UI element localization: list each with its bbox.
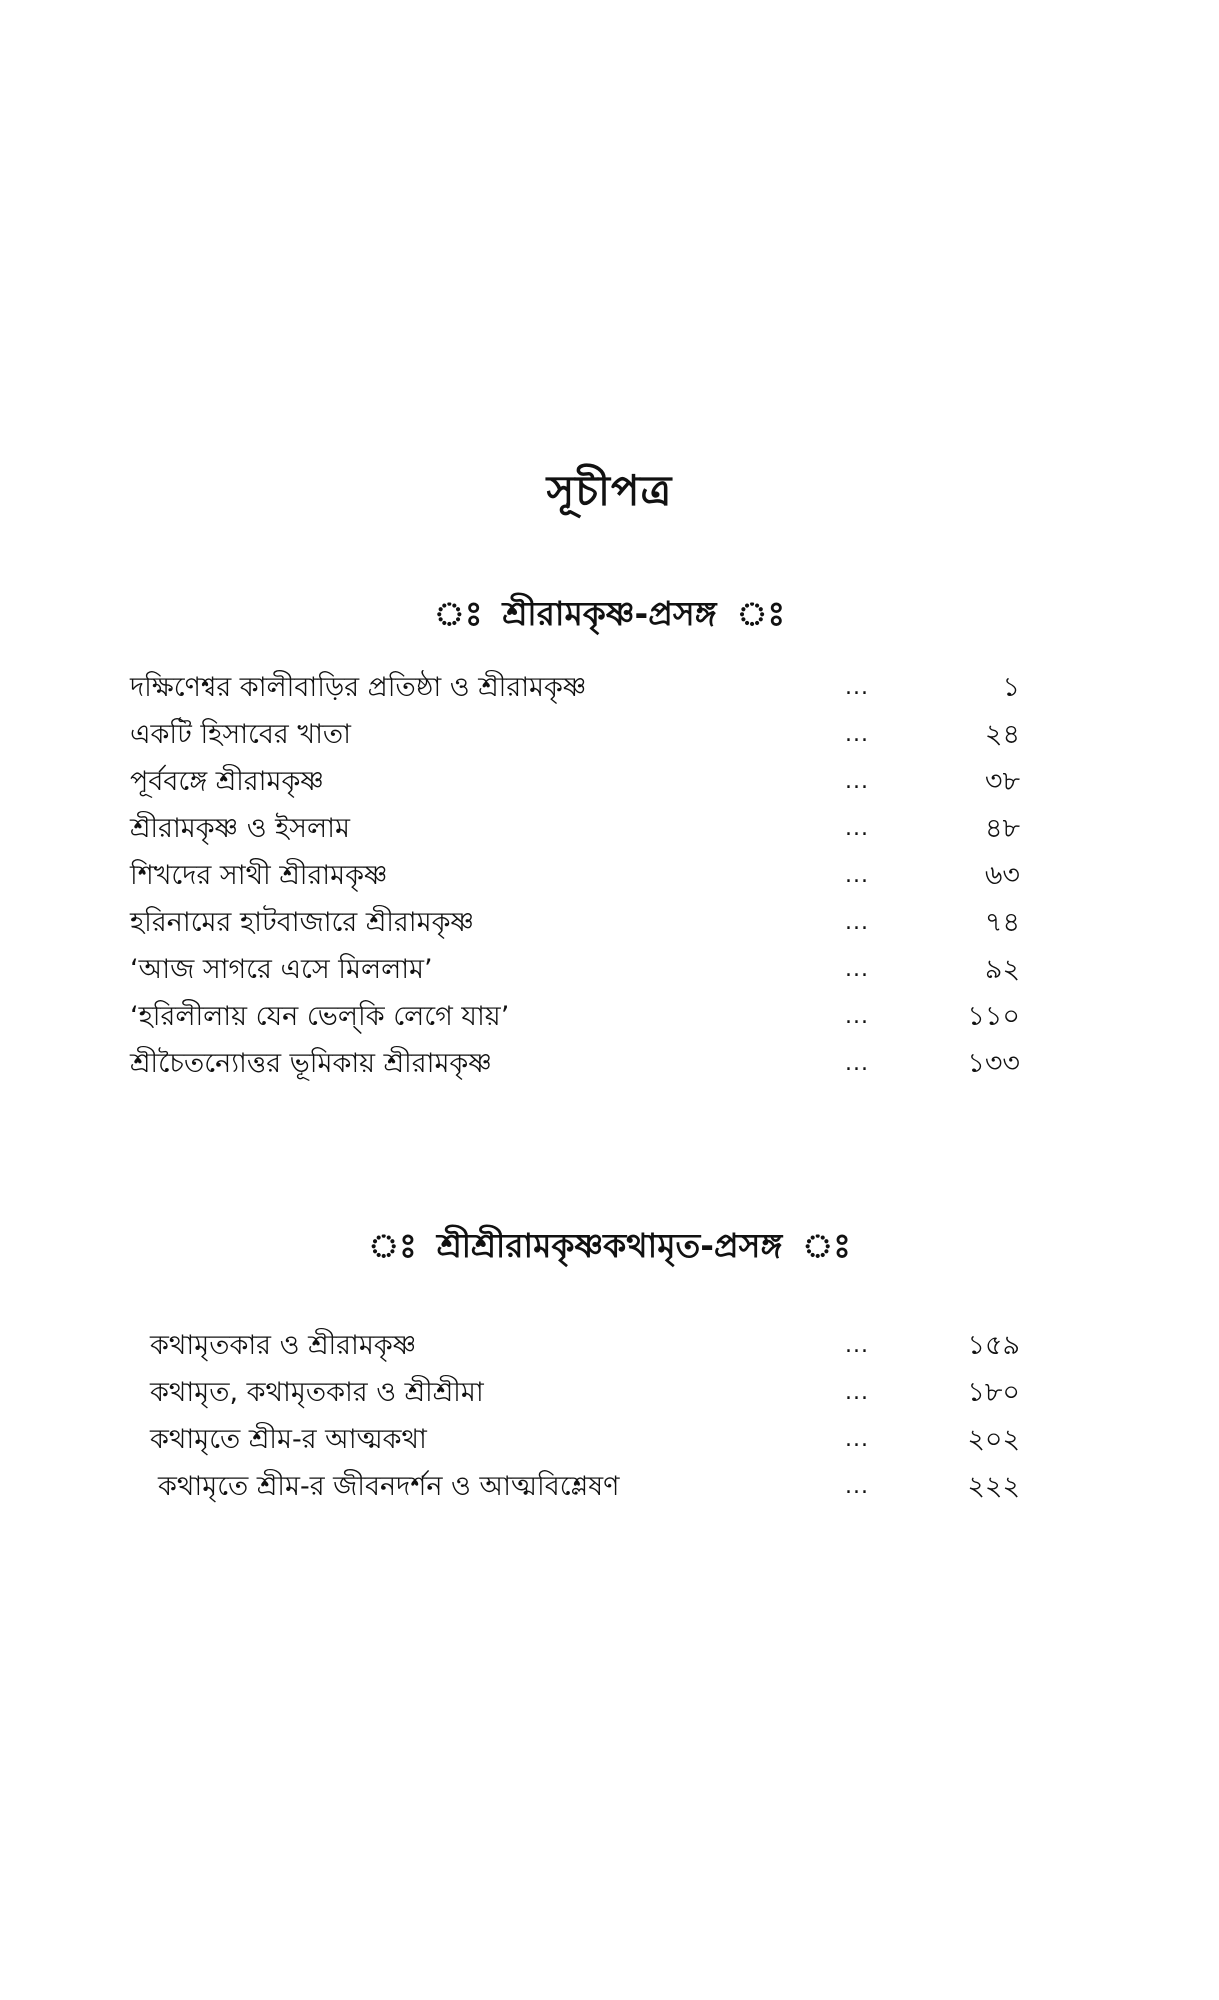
toc-leader-dots: ... [845, 957, 869, 982]
toc-entry[interactable] [130, 993, 1020, 1040]
page-title: সূচীপত্র [546, 466, 673, 515]
toc-entry-title: ‘হরিলীলায় যেন ভেল্‌কি লেগে যায়’ [130, 1001, 510, 1032]
toc-entry[interactable] [130, 1040, 1020, 1087]
toc-list-2 [150, 1322, 1020, 1510]
toc-page-number: ৯২ [984, 954, 1020, 985]
toc-entry-title: পূর্ববঙ্গে শ্রীরামকৃষ্ণ [130, 766, 324, 797]
toc-page-number: ২০২ [967, 1424, 1020, 1455]
toc-entry-title: দক্ষিণেশ্বর কালীবাড়ির প্রতিষ্ঠা ও শ্রীরামকৃষ্ণ [130, 672, 587, 703]
toc-leader-dots: ... [845, 1004, 869, 1029]
toc-entry-title: হরিনামের হাটবাজারে শ্রীরামকৃষ্ণ [130, 907, 474, 938]
toc-page-number: ১৩৩ [967, 1048, 1020, 1079]
toc-leader-dots: ... [845, 863, 869, 888]
section-separator-right: ঃ [802, 1226, 851, 1265]
section-separator-left: ঃ [368, 1226, 417, 1265]
toc-page-number: ৬৩ [984, 860, 1020, 891]
toc-entry-title: কথামৃতে শ্রীম-র আত্মকথা [150, 1424, 427, 1455]
toc-entry-title: কথামৃত, কথামৃতকার ও শ্রীশ্রীমা [150, 1377, 484, 1408]
toc-entry[interactable] [130, 664, 1020, 711]
toc-page-number: ১ [1002, 672, 1020, 703]
toc-page-number: ৪৮ [984, 813, 1020, 844]
toc-entry-title: শ্রীরামকৃষ্ণ ও ইসলাম [130, 813, 350, 844]
toc-entry[interactable] [130, 711, 1020, 758]
toc-leader-dots: ... [845, 1380, 869, 1405]
toc-page-number: ১৫৯ [967, 1330, 1020, 1361]
toc-leader-dots: ... [845, 769, 869, 794]
toc-entry-title: শিখদের সাথী শ্রীরামকৃষ্ণ [130, 860, 388, 891]
toc-entry[interactable] [150, 1463, 1020, 1510]
section-heading-text: শ্রীশ্রীরামকৃষ্ণকথামৃত-প্রসঙ্গ [436, 1226, 783, 1265]
section-heading-2 [0, 1220, 1219, 1276]
toc-entry-title: কথামৃতে শ্রীম-র জীবনদর্শন ও আত্মবিশ্লেষণ [158, 1471, 620, 1502]
toc-entry-title: ‘আজ সাগরে এসে মিললাম’ [130, 954, 433, 985]
toc-entry-title: শ্রীচৈতন্যোত্তর ভূমিকায় শ্রীরামকৃষ্ণ [130, 1048, 492, 1079]
toc-entry[interactable] [150, 1416, 1020, 1463]
toc-entry[interactable] [130, 805, 1020, 852]
toc-leader-dots: ... [845, 816, 869, 841]
toc-leader-dots: ... [845, 1427, 869, 1452]
toc-entry[interactable] [130, 899, 1020, 946]
toc-entry-title: কথামৃতকার ও শ্রীরামকৃষ্ণ [150, 1330, 417, 1361]
toc-leader-dots: ... [845, 1051, 869, 1076]
section-heading-text: শ্রীরামকৃষ্ণ-প্রসঙ্গ [502, 594, 717, 633]
section-separator-right: ঃ [736, 594, 786, 633]
toc-page-number: ১১০ [967, 1001, 1020, 1032]
section-heading-1 [0, 588, 1219, 644]
toc-entry[interactable] [150, 1369, 1020, 1416]
toc-list-1 [130, 664, 1020, 1087]
toc-entry[interactable] [130, 758, 1020, 805]
toc-leader-dots: ... [845, 1474, 869, 1499]
section-separator-left: ঃ [433, 594, 483, 633]
toc-entry[interactable] [130, 852, 1020, 899]
toc-page-number: ৭৪ [984, 907, 1020, 938]
toc-leader-dots: ... [845, 910, 869, 935]
toc-leader-dots: ... [845, 1333, 869, 1358]
toc-entry[interactable] [130, 946, 1020, 993]
toc-page-number: ২৪ [984, 719, 1020, 750]
toc-entry-title: একটি হিসাবের খাতা [130, 719, 351, 750]
toc-leader-dots: ... [845, 675, 869, 700]
toc-page-number: ১৮০ [967, 1377, 1020, 1408]
toc-page-number: ৩৮ [984, 766, 1020, 797]
toc-page-number: ২২২ [967, 1471, 1020, 1502]
toc-leader-dots: ... [845, 722, 869, 747]
toc-entry[interactable] [150, 1322, 1020, 1369]
